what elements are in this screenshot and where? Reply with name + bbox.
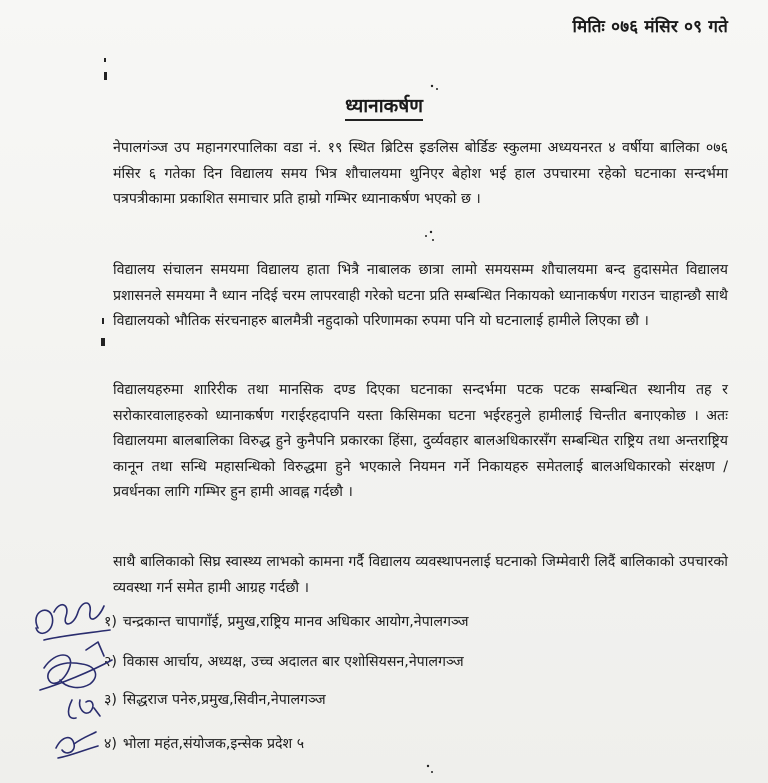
signatory-text: भोला महंत,संयोजक,इन्सेक प्रदेश ५	[122, 736, 305, 752]
paragraph-3: विद्यालयहरुमा शारिरीक तथा मानसिक दण्ड दिएका घटनाका सन्दर्भमा पटक पटक सम्बन्धित स्थानीय तह र सरोकारवालाहरुको ध्यानाकर्षण गराईरहदापनि यस्ता किसिमका घटना भईरहनुले हामीलाई चिन्तीत बनाएकोछ । अतः विद्यालयमा बालबालिका विरुद्ध हुने कुनैपनि प्रकारका हिंसा, दुर्व्यवहार बालअधिकारसँग सम्बन्धित राष्ट्रिय तथा अन्तराष्ट्रिय कानून तथा सन्धि महासन्धिको विरुद्धमा हुने भएकाले नियमन गर्ने निकायहरु समेतलाई बालअधिकारको संरक्षण / प्रवर्धनका लागि गम्भिर हुन हामी आवह्न गर्दछौ ।	[113, 382, 728, 500]
signature-1	[36, 603, 110, 640]
signatory-item	[104, 652, 464, 671]
paragraph-2: विद्यालय संचालन समयमा विद्यालय हाता भित्रै नाबालक छात्रा लामो समयसम्म शौचालयमा बन्द हुदासमेत विद्यालय प्रशासनले समयमा नै ध्यान नदिई चरम लापरवाही गरेको घटना प्रति सम्बन्धित निकायको ध्यानाकर्षण गराउन चाहान्छौ साथै विद्यालयको भौतिक संरचनाहरु बालमैत्री नहुदाको परिणामका रुपमा पनि यो घटनालाई हामीले लिएका छौ ।	[113, 262, 728, 329]
signatory-text: चन्द्रकान्त चापागाँई, प्रमुख,राष्ट्रिय मानव अधिकार आयोग,नेपालगञ्ज	[122, 614, 469, 630]
signatory-number: ३)	[104, 692, 117, 708]
heading-text: ध्यानाकर्षण	[345, 95, 423, 121]
paragraph-4: साथै बालिकाको सिघ्र स्वास्थ्य लाभको कामना गर्दै विद्यालय व्यवस्थापनलाई घटनाको जिम्मेवारी लिदैं बालिकाको उपचारको व्यवस्था गर्न समेत हामी आग्रह गर्दछौ ।	[113, 554, 728, 596]
signatory-text: विकास आर्चाय, अध्यक्ष, उच्च अदालत बार एशोसियसन,नेपालगञ्ज	[122, 654, 464, 670]
signatory-text: सिद्धराज पनेरु,प्रमुख,सिवीन,नेपालगञ्ज	[122, 692, 326, 708]
date-line: मितिः ०७६ मंसिर ०९ गते	[572, 17, 728, 37]
signature-4	[56, 732, 98, 758]
signatory-number: १)	[104, 614, 117, 630]
signatory-number: २)	[104, 654, 117, 670]
signatory-number: ४)	[104, 736, 117, 752]
signatory-item	[104, 734, 304, 753]
signature-2	[40, 642, 112, 690]
signatory-item	[104, 612, 469, 631]
signature-3	[69, 700, 100, 718]
paragraph-1: नेपालगंञ्ज उप महानगरपालिका वडा नं. १९ स्थित ब्रिटिस इङलिस बोर्डिङ स्कुलमा अध्ययनरत ४ वर्षीया बालिका ०७६ मंसिर ६ गतेका दिन विद्यालय समय भित्र शौचालयमा थुनिएर बेहोश भई हाल उपचारमा रहेको घटनाका सन्दर्भमा पत्रपत्रीकामा प्रकाशित समाचार प्रति हाम्रो गम्भिर ध्यानाकर्षण भएको छ ।	[113, 140, 728, 207]
document-heading	[0, 92, 768, 118]
signatory-item	[104, 690, 326, 709]
